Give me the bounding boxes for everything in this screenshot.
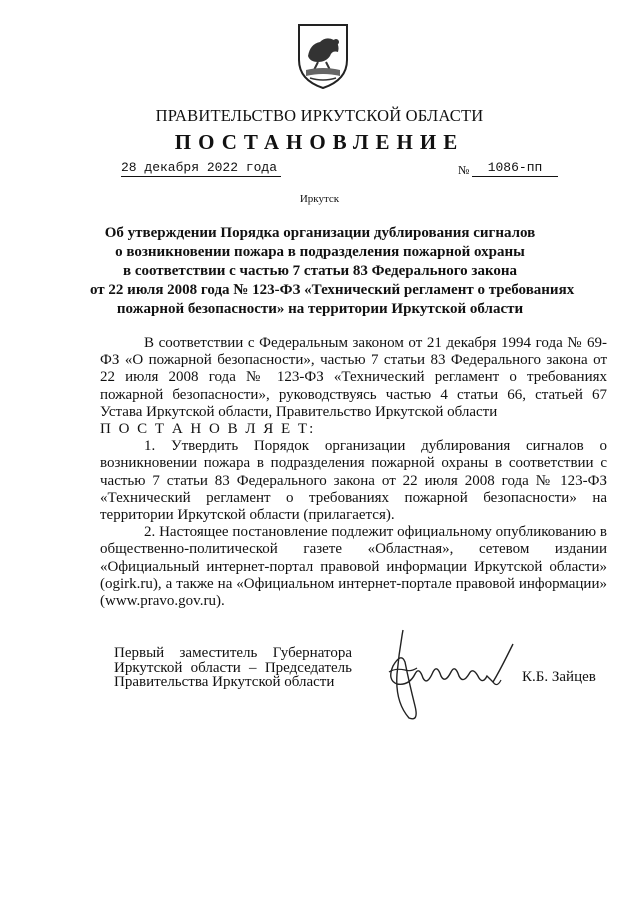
document-date: 28 декабря 2022 года [121, 160, 281, 177]
item-paragraph: 1. Утвердить Порядок организации дублирования сигналов о возникновении пожара в подразделения пожарной охраны в соответствии с частью 7 статьи 83 Федерального закона от 22 июля 2008 года № 123-ФЗ «Технический регламент о требованиях пожарной безопасности» на территории Иркутской области (прилагается). [100, 438, 607, 524]
signer-position-line: Иркутской области – Председатель [114, 659, 352, 676]
signer-name: К.Б. Зайцев [522, 669, 596, 685]
signer-position-line: Правительства Иркутской области [114, 674, 335, 690]
handwritten-signature [375, 622, 525, 722]
preamble-paragraph: В соответствии с Федеральным законом от 21 декабря 1994 года № 69-ФЗ «О пожарной безопасности», частью 7 статьи 83 Федерального закона от 22 июля 2008 года № 123-ФЗ «Технический регламент о требованиях пожарной безопасности», руководствуясь частью 4 статьи 66, статьей 67 Устава Иркутской области, Правительство Иркутской области [100, 335, 607, 420]
government-name: ПРАВИТЕЛЬСТВО ИРКУТСКОЙ ОБЛАСТИ [155, 106, 484, 125]
title-line: в соответствии с частью 7 статьи 83 Федерального закона [122, 263, 518, 279]
title-line: пожарной безопасности» на территории Иркутской области [116, 301, 524, 317]
title-line: о возникновении пожара в подразделения пожарной охраны [115, 244, 525, 260]
coat-of-arms-icon [296, 22, 350, 90]
decree-word: П О С Т А Н О В Л Я Е Т: [100, 421, 316, 438]
document-number: 1086-пп [472, 160, 558, 177]
document-city: Иркутск [299, 193, 340, 205]
title-line: от 22 июля 2008 года № 123-ФЗ «Технический регламент о требованиях [90, 282, 575, 298]
signer-position-line: Первый заместитель Губернатора [114, 645, 352, 661]
document-type: ПОСТАНОВЛЕНИЕ [174, 130, 465, 154]
signer-position [114, 646, 352, 690]
item-paragraph: 2. Настоящее постановление подлежит официальному опубликованию в общественно-политической газете «Областная», сетевом издании «Официальный интернет-портал правовой информации Иркутской области» (ogirk.ru), а также на «Официальном интернет-портале правовой информации» (www.pravo.gov.ru). [100, 524, 607, 610]
document-body [100, 335, 607, 610]
title-line: Об утверждении Порядка организации дублирования сигналов [104, 225, 536, 241]
document-title [90, 224, 575, 319]
number-sign: № [458, 163, 470, 177]
